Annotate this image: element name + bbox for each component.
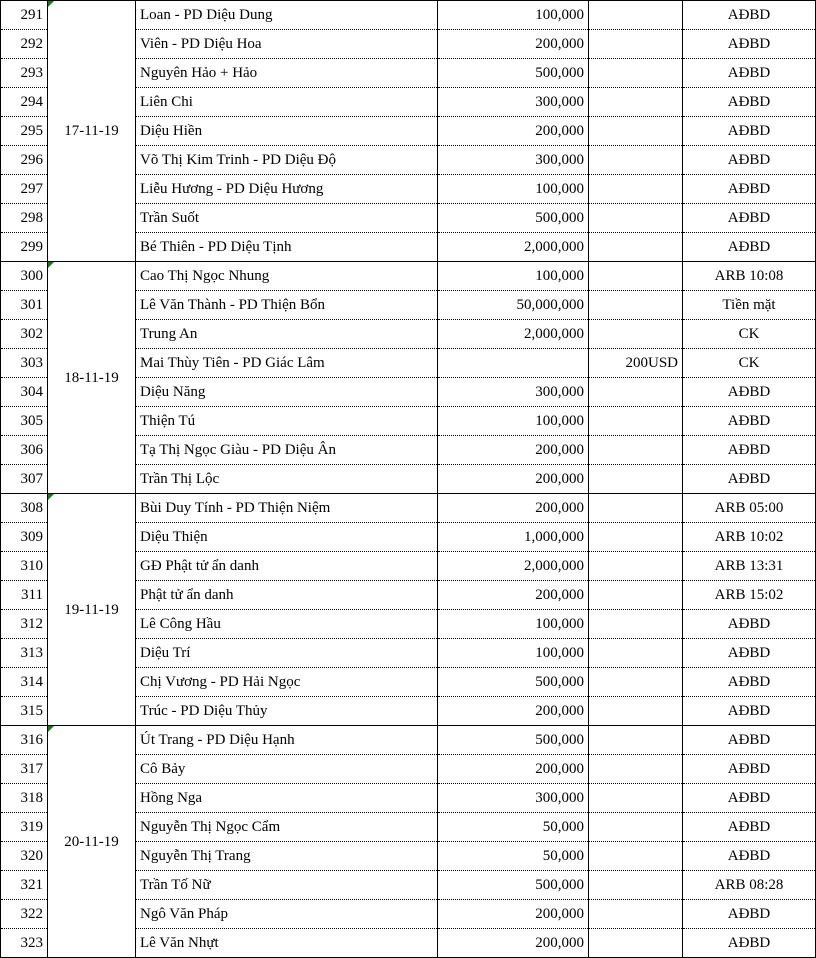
- usd-amount-cell[interactable]: [589, 175, 683, 204]
- donor-name-cell[interactable]: Mai Thùy Tiên - PD Giác Lâm: [136, 349, 438, 378]
- amount-cell[interactable]: 300,000: [438, 784, 589, 813]
- payment-note-cell[interactable]: AĐBD: [683, 755, 816, 784]
- payment-note-cell[interactable]: AĐBD: [683, 146, 816, 175]
- donor-name-cell[interactable]: Cô Bảy: [136, 755, 438, 784]
- row-number-cell[interactable]: 294: [1, 88, 48, 117]
- usd-amount-cell[interactable]: [589, 30, 683, 59]
- row-number-cell[interactable]: 297: [1, 175, 48, 204]
- table-row: [1, 494, 816, 523]
- amount-cell[interactable]: 500,000: [438, 871, 589, 900]
- row-number-cell[interactable]: 304: [1, 378, 48, 407]
- donor-name-cell[interactable]: Liên Chi: [136, 88, 438, 117]
- donor-name-cell[interactable]: Nguyên Hảo + Hảo: [136, 59, 438, 88]
- usd-amount-cell[interactable]: [589, 552, 683, 581]
- table-row: [1, 262, 816, 291]
- amount-cell[interactable]: 1,000,000: [438, 523, 589, 552]
- amount-cell[interactable]: 100,000: [438, 610, 589, 639]
- row-number-cell[interactable]: 298: [1, 204, 48, 233]
- amount-cell[interactable]: 100,000: [438, 262, 589, 291]
- donation-table-body: [1, 1, 816, 958]
- amount-cell[interactable]: 100,000: [438, 639, 589, 668]
- row-number-cell[interactable]: 317: [1, 755, 48, 784]
- amount-cell[interactable]: 200,000: [438, 697, 589, 726]
- payment-note-cell[interactable]: AĐBD: [683, 233, 816, 262]
- usd-amount-cell[interactable]: [589, 378, 683, 407]
- usd-amount-cell[interactable]: [589, 900, 683, 929]
- usd-amount-cell[interactable]: [589, 581, 683, 610]
- date-label: 19-11-19: [64, 601, 119, 618]
- donor-name-cell[interactable]: GĐ Phật tử ẩn danh: [136, 552, 438, 581]
- row-number-cell[interactable]: 323: [1, 929, 48, 958]
- usd-amount-cell[interactable]: [589, 117, 683, 146]
- payment-note-cell[interactable]: CK: [683, 349, 816, 378]
- payment-note-cell[interactable]: AĐBD: [683, 929, 816, 958]
- donor-name-cell[interactable]: Trung An: [136, 320, 438, 349]
- donor-name-cell[interactable]: Út Trang - PD Diệu Hạnh: [136, 726, 438, 755]
- donor-name-cell[interactable]: Diệu Hiền: [136, 117, 438, 146]
- amount-cell[interactable]: 200,000: [438, 581, 589, 610]
- donor-name-cell[interactable]: Ngô Văn Pháp: [136, 900, 438, 929]
- payment-note-cell[interactable]: ARB 15:02: [683, 581, 816, 610]
- donor-name-cell[interactable]: Hồng Nga: [136, 784, 438, 813]
- payment-note-cell[interactable]: ARB 10:02: [683, 523, 816, 552]
- payment-note-cell[interactable]: AĐBD: [683, 668, 816, 697]
- payment-note-cell[interactable]: ARB 05:00: [683, 494, 816, 523]
- payment-note-cell[interactable]: AĐBD: [683, 784, 816, 813]
- amount-cell[interactable]: 200,000: [438, 436, 589, 465]
- amount-cell[interactable]: 200,000: [438, 494, 589, 523]
- row-number-cell[interactable]: 296: [1, 146, 48, 175]
- cell-comment-marker-icon: [48, 1, 54, 7]
- row-number-cell[interactable]: 303: [1, 349, 48, 378]
- usd-amount-cell[interactable]: [589, 929, 683, 958]
- row-number-cell[interactable]: 310: [1, 552, 48, 581]
- row-number-cell[interactable]: 321: [1, 871, 48, 900]
- payment-note-cell[interactable]: AĐBD: [683, 378, 816, 407]
- amount-cell[interactable]: 100,000: [438, 175, 589, 204]
- usd-amount-cell[interactable]: [589, 697, 683, 726]
- cell-comment-marker-icon: [48, 726, 54, 732]
- cell-comment-marker-icon: [48, 494, 54, 500]
- row-number-cell[interactable]: 295: [1, 117, 48, 146]
- donor-name-cell[interactable]: Nguyễn Thị Ngọc Cẩm: [136, 813, 438, 842]
- amount-cell[interactable]: 50,000,000: [438, 291, 589, 320]
- date-label: 17-11-19: [64, 123, 119, 139]
- payment-note-cell[interactable]: AĐBD: [683, 30, 816, 59]
- row-number-cell[interactable]: 302: [1, 320, 48, 349]
- donor-name-cell[interactable]: Viên - PD Diệu Hoa: [136, 30, 438, 59]
- amount-cell[interactable]: 50,000: [438, 842, 589, 871]
- row-number-cell[interactable]: 311: [1, 581, 48, 610]
- payment-note-cell[interactable]: AĐBD: [683, 610, 816, 639]
- usd-amount-cell[interactable]: [589, 233, 683, 262]
- donor-name-cell[interactable]: Nguyễn Thị Trang: [136, 842, 438, 871]
- amount-cell[interactable]: 200,000: [438, 929, 589, 958]
- date-cell[interactable]: [48, 262, 136, 494]
- date-label: 20-11-19: [64, 833, 119, 850]
- amount-cell[interactable]: 300,000: [438, 88, 589, 117]
- amount-cell[interactable]: 300,000: [438, 146, 589, 175]
- amount-cell[interactable]: 500,000: [438, 726, 589, 755]
- amount-cell[interactable]: 200,000: [438, 30, 589, 59]
- usd-amount-cell[interactable]: 200USD: [589, 349, 683, 378]
- donor-name-cell[interactable]: Lê Công Hầu: [136, 610, 438, 639]
- donor-name-cell[interactable]: Chị Vương - PD Hải Ngọc: [136, 668, 438, 697]
- usd-amount-cell[interactable]: [589, 668, 683, 697]
- row-number-cell[interactable]: 315: [1, 697, 48, 726]
- row-number-cell[interactable]: 319: [1, 813, 48, 842]
- payment-note-cell[interactable]: AĐBD: [683, 88, 816, 117]
- donor-name-cell[interactable]: Tạ Thị Ngọc Giàu - PD Diệu Ân: [136, 436, 438, 465]
- donor-name-cell[interactable]: Trần Thị Lộc: [136, 465, 438, 494]
- usd-amount-cell[interactable]: [589, 842, 683, 871]
- amount-cell[interactable]: 500,000: [438, 59, 589, 88]
- payment-note-cell[interactable]: AĐBD: [683, 639, 816, 668]
- cell-comment-marker-icon: [48, 262, 54, 268]
- donor-name-cell[interactable]: Cao Thị Ngọc Nhung: [136, 262, 438, 291]
- row-number-cell[interactable]: 291: [1, 1, 48, 30]
- usd-amount-cell[interactable]: [589, 436, 683, 465]
- amount-cell[interactable]: 200,000: [438, 755, 589, 784]
- payment-note-cell[interactable]: AĐBD: [683, 900, 816, 929]
- row-number-cell[interactable]: 314: [1, 668, 48, 697]
- donor-name-cell[interactable]: Loan - PD Diệu Dung: [136, 1, 438, 30]
- amount-cell[interactable]: 200,000: [438, 465, 589, 494]
- usd-amount-cell[interactable]: [589, 88, 683, 117]
- payment-note-cell[interactable]: ARB 10:08: [683, 262, 816, 291]
- usd-amount-cell[interactable]: [589, 523, 683, 552]
- usd-amount-cell[interactable]: [589, 726, 683, 755]
- row-number-cell[interactable]: 306: [1, 436, 48, 465]
- usd-amount-cell[interactable]: [589, 610, 683, 639]
- row-number-cell[interactable]: 293: [1, 59, 48, 88]
- table-row: [1, 1, 816, 30]
- payment-note-cell[interactable]: AĐBD: [683, 407, 816, 436]
- amount-cell[interactable]: 2,000,000: [438, 320, 589, 349]
- row-number-cell[interactable]: 322: [1, 900, 48, 929]
- usd-amount-cell[interactable]: [589, 494, 683, 523]
- donor-name-cell[interactable]: Diệu Trí: [136, 639, 438, 668]
- date-cell[interactable]: [48, 494, 136, 726]
- donor-name-cell[interactable]: Trần Tố Nữ: [136, 871, 438, 900]
- payment-note-cell[interactable]: Tiền mặt: [683, 291, 816, 320]
- usd-amount-cell[interactable]: [589, 59, 683, 88]
- payment-note-cell[interactable]: AĐBD: [683, 813, 816, 842]
- usd-amount-cell[interactable]: [589, 1, 683, 30]
- row-number-cell[interactable]: 318: [1, 784, 48, 813]
- date-cell[interactable]: [48, 726, 136, 958]
- amount-cell[interactable]: 100,000: [438, 1, 589, 30]
- amount-cell[interactable]: 200,000: [438, 117, 589, 146]
- payment-note-cell[interactable]: AĐBD: [683, 726, 816, 755]
- row-number-cell[interactable]: 320: [1, 842, 48, 871]
- donor-name-cell[interactable]: Liễu Hương - PD Diệu Hương: [136, 175, 438, 204]
- amount-cell[interactable]: 50,000: [438, 813, 589, 842]
- amount-cell[interactable]: 300,000: [438, 378, 589, 407]
- row-number-cell[interactable]: 292: [1, 30, 48, 59]
- donor-name-cell[interactable]: Phật tử ẩn danh: [136, 581, 438, 610]
- amount-cell[interactable]: 2,000,000: [438, 552, 589, 581]
- usd-amount-cell[interactable]: [589, 784, 683, 813]
- donor-name-cell[interactable]: Diệu Năng: [136, 378, 438, 407]
- donor-name-cell[interactable]: Thiện Tú: [136, 407, 438, 436]
- donor-name-cell[interactable]: Trúc - PD Diệu Thủy: [136, 697, 438, 726]
- row-number-cell[interactable]: 309: [1, 523, 48, 552]
- row-number-cell[interactable]: 301: [1, 291, 48, 320]
- row-number-cell[interactable]: 308: [1, 494, 48, 523]
- usd-amount-cell[interactable]: [589, 755, 683, 784]
- amount-cell[interactable]: 500,000: [438, 204, 589, 233]
- table-row: [1, 726, 816, 755]
- row-number-cell[interactable]: 316: [1, 726, 48, 755]
- row-number-cell[interactable]: 305: [1, 407, 48, 436]
- row-number-cell[interactable]: 299: [1, 233, 48, 262]
- payment-note-cell[interactable]: AĐBD: [683, 175, 816, 204]
- usd-amount-cell[interactable]: [589, 291, 683, 320]
- payment-note-cell[interactable]: AĐBD: [683, 204, 816, 233]
- payment-note-cell[interactable]: ARB 08:28: [683, 871, 816, 900]
- usd-amount-cell[interactable]: [589, 871, 683, 900]
- amount-cell[interactable]: [438, 349, 589, 378]
- row-number-cell[interactable]: 307: [1, 465, 48, 494]
- payment-note-cell[interactable]: AĐBD: [683, 59, 816, 88]
- payment-note-cell[interactable]: AĐBD: [683, 465, 816, 494]
- usd-amount-cell[interactable]: [589, 320, 683, 349]
- amount-cell[interactable]: 2,000,000: [438, 233, 589, 262]
- usd-amount-cell[interactable]: [589, 465, 683, 494]
- payment-note-cell[interactable]: AĐBD: [683, 117, 816, 146]
- usd-amount-cell[interactable]: [589, 813, 683, 842]
- amount-cell[interactable]: 500,000: [438, 668, 589, 697]
- payment-note-cell[interactable]: AĐBD: [683, 842, 816, 871]
- row-number-cell[interactable]: 313: [1, 639, 48, 668]
- donor-name-cell[interactable]: Diệu Thiện: [136, 523, 438, 552]
- amount-cell[interactable]: 200,000: [438, 900, 589, 929]
- payment-note-cell[interactable]: AĐBD: [683, 436, 816, 465]
- usd-amount-cell[interactable]: [589, 407, 683, 436]
- date-cell[interactable]: [48, 1, 136, 262]
- row-number-cell[interactable]: 312: [1, 610, 48, 639]
- donor-name-cell[interactable]: Lê Văn Thành - PD Thiện Bổn: [136, 291, 438, 320]
- amount-cell[interactable]: 100,000: [438, 407, 589, 436]
- donor-name-cell[interactable]: Bé Thiên - PD Diệu Tịnh: [136, 233, 438, 262]
- usd-amount-cell[interactable]: [589, 204, 683, 233]
- usd-amount-cell[interactable]: [589, 639, 683, 668]
- donor-name-cell[interactable]: Lê Văn Nhựt: [136, 929, 438, 958]
- date-label: 18-11-19: [64, 369, 119, 386]
- payment-note-cell[interactable]: AĐBD: [683, 697, 816, 726]
- donor-name-cell[interactable]: Võ Thị Kim Trinh - PD Diệu Độ: [136, 146, 438, 175]
- payment-note-cell[interactable]: AĐBD: [683, 1, 816, 30]
- usd-amount-cell[interactable]: [589, 146, 683, 175]
- row-number-cell[interactable]: 300: [1, 262, 48, 291]
- payment-note-cell[interactable]: ARB 13:31: [683, 552, 816, 581]
- payment-note-cell[interactable]: CK: [683, 320, 816, 349]
- donor-name-cell[interactable]: Bùi Duy Tính - PD Thiện Niệm: [136, 494, 438, 523]
- usd-amount-cell[interactable]: [589, 262, 683, 291]
- donor-name-cell[interactable]: Trần Suốt: [136, 204, 438, 233]
